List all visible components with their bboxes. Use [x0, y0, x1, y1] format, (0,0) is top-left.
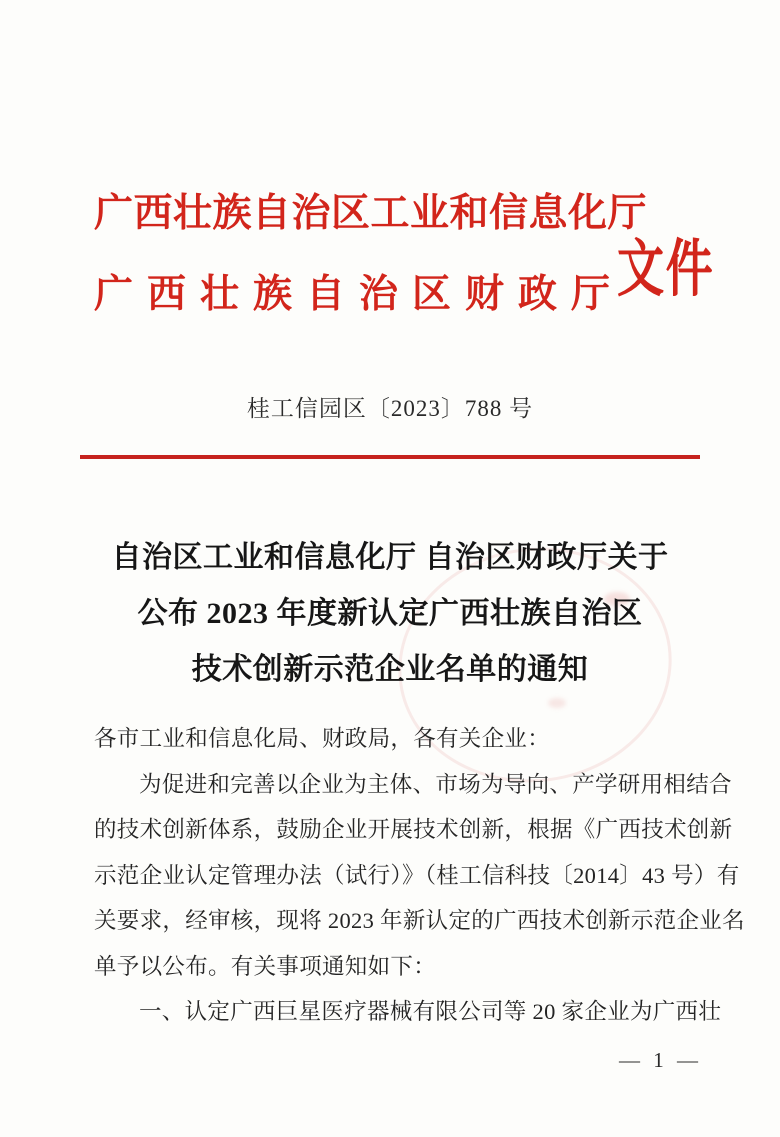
body-text-line: 单予以公布。有关事项通知如下：: [94, 953, 437, 979]
document-reference-number: 桂工信园区〔2023〕788 号: [246, 396, 534, 421]
letterhead-document-type-label: 文件: [617, 236, 715, 304]
document-title-line2: 公布 2023 年度新认定广西壮族自治区: [137, 597, 643, 630]
body-text-line: 的技术创新体系，鼓励企业开展技术创新，根据《广西技术创新: [94, 817, 733, 842]
body-text-line: 为促进和完善以企业为主体、市场为导向、产学研用相结合: [139, 771, 732, 797]
document-title: [40, 530, 740, 698]
document-title-line1: 自治区工业和信息化厅 自治区财政厅关于: [111, 541, 669, 574]
body-text-line: 一、认定广西巨星医疗器械有限公司等 20 家企业为广西壮: [139, 999, 722, 1024]
letterhead-red-rule: [80, 455, 700, 459]
page-number: — 1 —: [619, 1048, 702, 1072]
letterhead-agency-line2: 广西壮族自治区财政厅: [94, 273, 625, 316]
faint-seal-speck: [548, 698, 566, 708]
letterhead-agency-line1: 广西壮族自治区工业和信息化厅: [94, 192, 648, 235]
document-title-line3: 技术创新示范企业名单的通知: [191, 653, 589, 686]
document-body: [94, 716, 745, 1035]
body-text-line: 关要求，经审核，现将 2023 年新认定的广西技术创新示范企业名: [94, 908, 745, 933]
body-salutation: 各市工业和信息化局、财政局，各有关企业：: [94, 726, 551, 751]
body-text-line: 示范企业认定管理办法（试行）》（桂工信科技〔2014〕43 号）有: [94, 862, 740, 888]
